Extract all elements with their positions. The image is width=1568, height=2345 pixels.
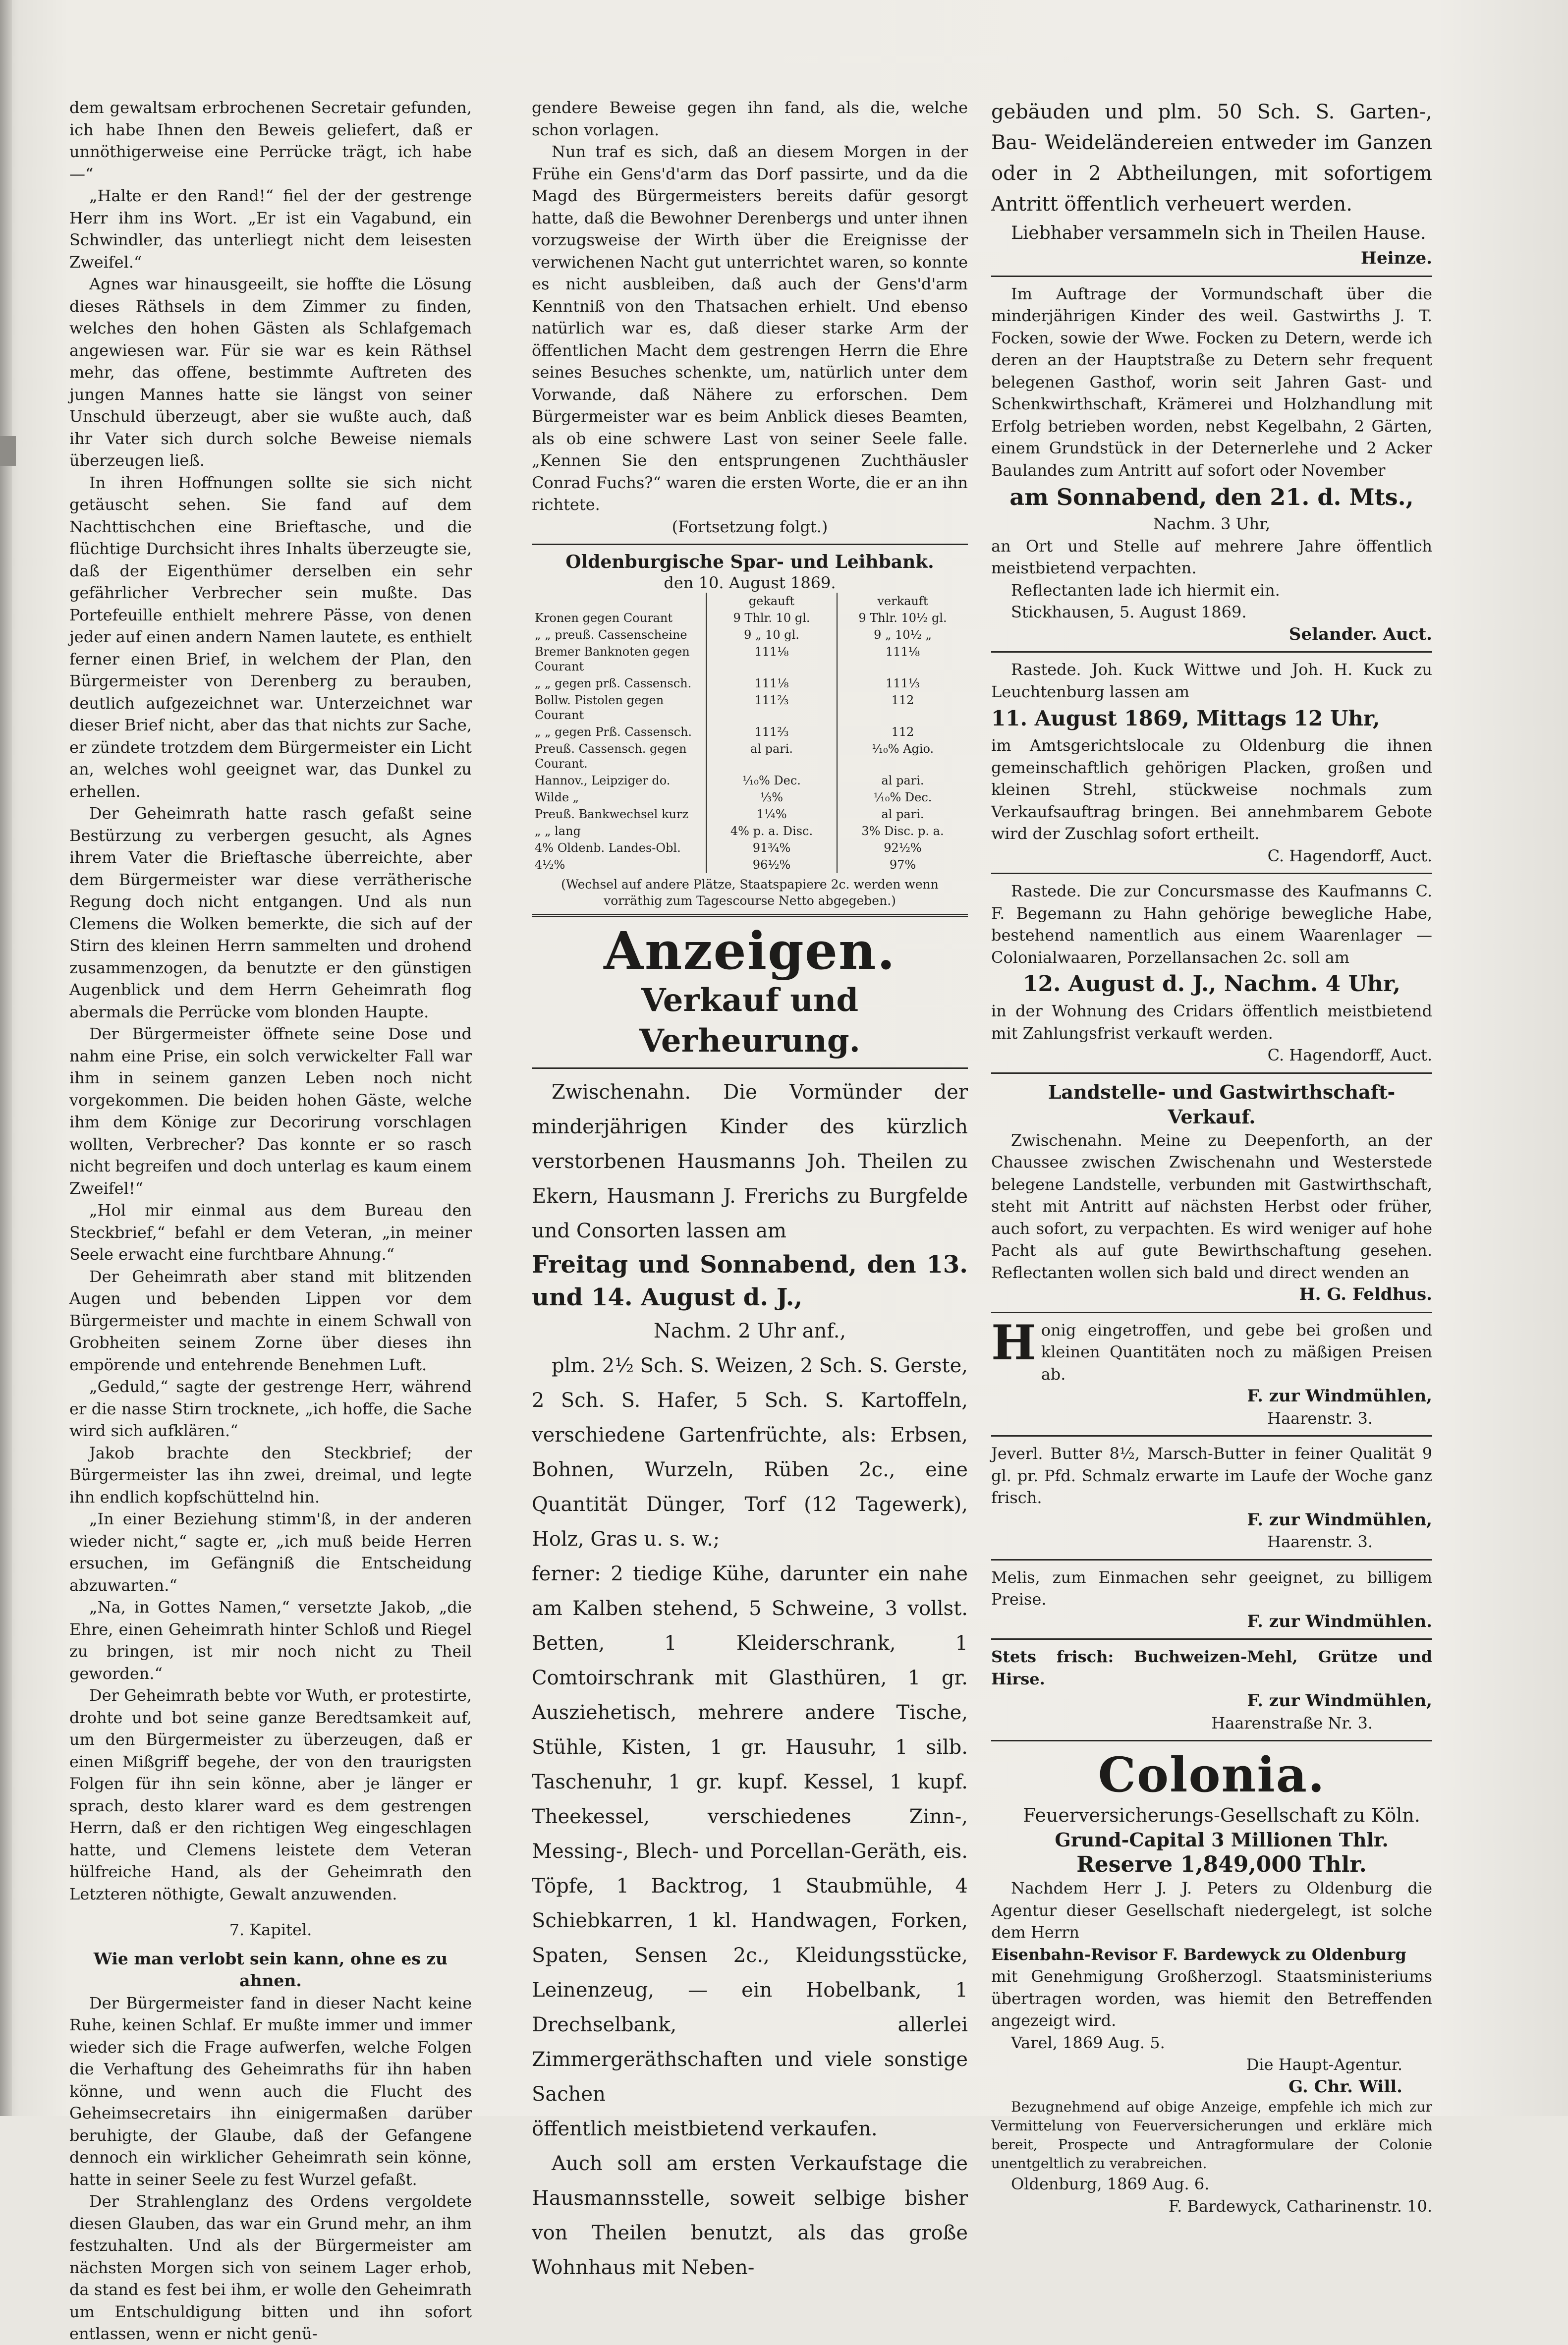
story-paragraph: In ihren Hoffnungen sollte sie sich nicht getäuscht sehen. Sie fand auf dem Nachttischchen eine Brieftasche, und die flüchtige Durchsicht ihres Inhalts überzeugte sie, daß der Eigenthümer derselben ein sehr gefährlicher Verbrecher sein mußte. Das Portefeuille enthielt mehrere Pässe, von denen jeder auf einen andern Namen lautete, es enthielt ferner einen Brief, in welchem der Plan, den Bürgermeister von Derenberg zu berauben, deutlich aufgezeichnet war. Unterzeichnet war dieser Brief nicht, aber das that nichts zur Sache, er zündete trotzdem dem Bürgermeister ein Licht an, welches wohl geeignet war, das Dunkel zu erhellen. — [69, 473, 472, 801]
table-row — [532, 823, 968, 839]
story-paragraph: Jakob brachte den Steckbrief; der Bürgermeister las ihn zwei, dreimal, und legte ihn endlich kopfschüttelnd hin. — [69, 1443, 472, 1507]
agency-label: Die Haupt-Agentur. — [1246, 2055, 1402, 2074]
table-cell: Bollw. Pistolen gegen Courant — [535, 693, 664, 722]
signature: Selander. Auct. — [1288, 624, 1432, 644]
table-cell: ¹⁄₁₀% Dec. — [837, 789, 968, 806]
table-cell: 9 „ 10 gl. — [706, 626, 837, 643]
divider — [991, 276, 1432, 277]
middle-column — [532, 97, 968, 2285]
table-row — [532, 724, 968, 740]
story-paragraph: Der Geheimrath bebte vor Wuth, er protestirte, drohte und bot seine ganze Beredtsamkeit auf, um den Bürgermeister zu überzeugen, daß er einen Mißgriff begehe, der von den traurigsten Folgen für ihn sein könne, aber je länger er sprach, desto klarer ward es dem gestrengen Herrn, daß er den richtigen Weg eingeschlagen hatte, und Clemens leistete dem Veteran hülfreiche Hand, als der Geheimrath den Letzteren nöthigte, Gewalt anzuwenden. — [69, 1686, 472, 1903]
ad-body: Stets frisch: Buchweizen-Mehl, Grütze und Hirse. — [991, 1647, 1432, 1688]
table-cell: 9 Thlr. 10 gl. — [706, 610, 837, 626]
signature: C. Hagendorff, Auct. — [1267, 1046, 1432, 1064]
story-paragraph: Der Strahlenglanz des Ordens vergoldete diesen Glauben, das war ein Grund mehr, an ihm festzuhalten. Und als der Bürgermeister am nächsten Morgen sich von seinem Lager erhob, da stand es fest bei ihm, er wolle den Geheimrath um Entschuldigung bitten und ihn sofort entlassen, wenn er nicht genü- — [69, 2192, 472, 2343]
chapter-number: 7. Kapitel. — [229, 1920, 312, 1939]
story-paragraph: Agnes war hinausgeeilt, sie hoffte die Lösung dieses Räthsels in dem Zimmer zu finden, welches den hohen Gästen als Schlafgemach angewiesen war. Für sie war es kein Räthsel mehr, das offene, bestimmte Auftreten des jungen Mannes hatte sie längst von seiner Unschuld überzeugt, aber sie wußte auch, daß ihr Vater sich durch solche Beweise niemals überzeugen ließ. — [69, 275, 472, 470]
table-cell: 111⅛ — [837, 643, 968, 675]
table-cell: 9 „ 10½ „ — [837, 626, 968, 643]
ad-body: Jeverl. Butter 8½, Marsch-Butter in feiner Qualität 9 gl. pr. Pfd. Schmalz erwarte im Laufe der Woche ganz frisch. — [991, 1444, 1432, 1507]
section-heading-anzeigen: Anzeigen. — [604, 920, 896, 981]
table-cell: al pari. — [706, 740, 837, 772]
ad-body: mit Genehmigung Großherzogl. Staatsministeriums übertragen worden, was hiemit den Betreffenden angezeigt wird. — [991, 1967, 1432, 2030]
table-cell: Preuß. Bankwechsel kurz — [535, 807, 689, 821]
divider — [532, 1067, 968, 1069]
table-row — [532, 740, 968, 772]
table-cell: ¹⁄₁₀% Agio. — [837, 740, 968, 772]
ad-body: Zwischenahn. Meine zu Deepenforth, an der Chaussee zwischen Zwischenahn und Westerstede belegene Landstelle, verbunden mit Gastwirthschaft, steht mit Antritt auf nächsten Herbst oder früher, auch sofort, zu verpachten. Es wird weniger auf hohe Pacht als auf gute Bewirthschaftung gesehen. Reflectanten wollen sich bald und direct wenden an — [991, 1130, 1432, 1282]
signature: F. zur Windmühlen, — [1247, 1509, 1432, 1530]
ad-body: an Ort und Stelle auf mehrere Jahre öffentlich meistbietend verpachten. — [991, 536, 1432, 577]
ad-body: Rastede. Joh. Kuck Wittwe und Joh. H. Kuck zu Leuchtenburg lassen am — [991, 660, 1432, 701]
table-cell: „ „ gegen Prß. Cassensch. — [535, 725, 692, 739]
ad-body: Bezugnehmend auf obige Anzeige, empfehle ich mich zur Vermittelung von Feuerversicherungen und erkläre mich bereit, Prospecte und Antragformulare der Colonie unentgeltlich zu verabreichen. — [991, 2099, 1432, 2172]
table-cell: 4½% — [535, 858, 565, 872]
signature: F. zur Windmühlen. — [1247, 1611, 1432, 1631]
table-cell: al pari. — [837, 806, 968, 823]
ad-body: Auch soll am ersten Verkaufstage die Hausmannsstelle, soweit selbige bisher von Theilen benutzt, als das große Wohnhaus mit Neben- — [532, 2152, 968, 2279]
divider — [991, 1072, 1432, 1074]
signature: G. Chr. Will. — [1288, 2076, 1402, 2097]
bank-date: den 10. August 1869. — [664, 573, 836, 592]
ad-body: onig eingetroffen, und gebe bei großen und kleinen Quantitäten noch zu mäßigen Preisen ab. — [1041, 1320, 1432, 1384]
table-cell: al pari. — [837, 772, 968, 789]
colonia-title: Colonia. — [1098, 1747, 1326, 1803]
ad-body: Rastede. Die zur Concursmasse des Kaufmanns C. F. Begemann zu Hahn gehörige bewegliche Habe, bestehend namentlich aus einem Waarenlager — Colonialwaaren, Porzellansachen 2c. soll am — [991, 882, 1432, 967]
table-cell: 9 Thlr. 10½ gl. — [837, 610, 968, 626]
signature: Heinze. — [1360, 248, 1432, 268]
table-cell: Wilde „ — [535, 790, 579, 804]
table-header: gekauft — [706, 593, 837, 610]
ad-intro: Zwischenahn. Die Vormünder der minderjährigen Kinder des kürzlich verstorbenen Hausmanns Joh. Theilen zu Ekern, Hausmann J. Frerichs zu Burgfelde und Consorten lassen am — [532, 1081, 968, 1242]
table-row — [532, 772, 968, 789]
exchange-rate-table — [532, 593, 968, 873]
story-paragraph: Der Bürgermeister fand in dieser Nacht keine Ruhe, keinen Schlaf. Er mußte immer und immer wieder sich die Frage aufwerfen, welche Folgen die Verhaftung des Geheimraths für ihn haben könne, und wenn auch die Flucht des Geheimsecretairs ihn einigermaßen darüber beruhigte, der Glaube, daß der Gefangene dennoch ein wirklicher Geheimrath sein könne, hatte in seiner Seele zu fest Wurzel gefaßt. — [69, 1993, 472, 2189]
ad-date: am Sonnabend, den 21. d. Mts., — [1009, 484, 1414, 510]
story-paragraph: „Geduld,“ sagte der gestrenge Herr, während er die nasse Stirn trocknete, „ich hoffe, die Sache wird sich aufklären.“ — [69, 1377, 472, 1440]
right-column — [991, 97, 1432, 2217]
table-cell: Kronen gegen Courant — [535, 611, 672, 625]
drop-cap: H — [991, 1319, 1036, 1371]
story-paragraph: „Halte er den Rand!“ fiel der der gestrenge Herr ihm ins Wort. „Er ist ein Vagabund, ein Schwindler, das unterliegt nicht dem leisesten Zweifel.“ — [69, 186, 472, 272]
table-cell: 111⅓ — [837, 675, 968, 692]
divider — [991, 1435, 1432, 1437]
table-row — [532, 856, 968, 873]
story-paragraph: Der Geheimrath aber stand mit blitzenden Augen und bebenden Lippen vor dem Bürgermeister und machte in einem Schwall von Grobheiten seinem Zorne über dieses ihn empörende und entehrende Benehmen Luft. — [69, 1267, 472, 1374]
table-row — [532, 789, 968, 806]
divider — [532, 544, 968, 545]
ad-place: Varel, 1869 Aug. 5. — [1011, 2033, 1165, 2052]
table-cell: „ „ gegen prß. Cassensch. — [535, 676, 692, 690]
table-cell: ⅓% — [706, 789, 837, 806]
table-cell: ¹⁄₁₀% Dec. — [706, 772, 837, 789]
table-header: verkauft — [837, 593, 968, 610]
table-cell: Preuß. Cassensch. gegen Courant. — [535, 742, 687, 771]
story-paragraph: gendere Beweise gegen ihn fand, als die, welche schon vorlagen. — [532, 98, 968, 139]
table-cell: „ „ lang — [535, 824, 581, 838]
ad-body: Reflectanten lade ich hiermit ein. — [1011, 580, 1280, 600]
address: Haarenstr. 3. — [1267, 1532, 1373, 1551]
story-paragraph: Der Bürgermeister öffnete seine Dose und nahm eine Prise, ein solch verwickelter Fall war ihm in seinem ganzen Leben noch nicht vorgekommen. Die beiden hohen Gäste, welche ihm dem Könige zur Decorirung vorschlagen wollten, Verbrecher? Das konnte er so rasch nicht begreifen und doch unterlag es kaum einem Zweifel!“ — [69, 1024, 472, 1198]
table-cell: 112 — [837, 692, 968, 724]
table-cell: 3% Disc. p. a. — [837, 823, 968, 839]
bank-title: Oldenburgische Spar- und Leihbank. — [565, 552, 934, 572]
ad-body: Melis, zum Einmachen sehr geeignet, zu billigem Preise. — [991, 1567, 1432, 1609]
address: Haarenstr. 3. — [1267, 1408, 1373, 1428]
table-row — [532, 610, 968, 626]
colonia-subtitle: Feuerversicherungs-Gesellschaft zu Köln. — [1023, 1804, 1420, 1826]
signature: F. zur Windmühlen, — [1247, 1691, 1432, 1711]
table-cell: Bremer Banknoten gegen Courant — [535, 645, 690, 673]
ad-body: Nachdem Herr J. J. Peters zu Oldenburg die Agentur dieser Gesellschaft niedergelegt, ist solche dem Herrn — [991, 1879, 1432, 1942]
ad-body: gebäuden und plm. 50 Sch. S. Garten-, Bau- Weideländereien entweder im Ganzen oder in 2 Abtheilungen, mit sofortigem Antritt öffentlich verheuert werden. — [991, 101, 1432, 216]
divider — [991, 873, 1432, 874]
ad-time: Nachm. 2 Uhr anf., — [653, 1320, 846, 1342]
table-cell: 111⅔ — [706, 724, 837, 740]
table-cell: 4% Oldenb. Landes-Obl. — [535, 841, 681, 855]
table-cell: „ „ preuß. Cassenscheine — [535, 628, 687, 642]
bank-note: (Wechsel auf andere Plätze, Staatspapiere 2c. werden wenn vorräthig zum Tagescourse Netto abgegeben.) — [561, 877, 939, 908]
signature: F. zur Windmühlen, — [1247, 1386, 1432, 1406]
table-header-row — [532, 593, 968, 610]
table-row — [532, 626, 968, 643]
table-cell: 111⅔ — [706, 692, 837, 724]
table-header — [532, 593, 706, 610]
table-cell: Hannov., Leipziger do. — [535, 774, 671, 787]
table-cell: 1¼% — [706, 806, 837, 823]
table-row — [532, 692, 968, 724]
ad-place: Stickhausen, 5. August 1869. — [1011, 603, 1247, 621]
story-paragraph: Nun traf es sich, daß an diesem Morgen in der Frühe ein Gens'd'arm das Dorf passirte, und da die Magd des Bürgermeisters bereits dafür gesorgt hatte, daß die Bewohner Derenbergs und unter ihnen vorzugsweise der Wirth über die Ereignisse der verwichenen Nacht gut unterrichtet waren, so konnte es nicht ausbleiben, daß auch der Gens'd'arm Kenntniß von den Thatsachen erhielt. Und ebenso natürlich war es, daß dieser starke Arm der öffentlichen Macht dem gestrengen Herrn die Ehre seines Besuches schenkte, um, natürlich unter dem Vorwande, daß Nähere zu erforschen. Dem Bürgermeister war es beim Anblick dieses Beamten, als ob eine schwere Last von seiner Seele falle. „Kennen Sie den entsprungenen Zuchthäusler Conrad Fuchs?“ waren die ersten Worte, die er an ihn richtete. — [532, 142, 968, 514]
chapter-title: Wie man verlobt sein kann, ohne es zu ahnen. — [93, 1949, 448, 1990]
address: Haarenstraße Nr. 3. — [1211, 1713, 1373, 1732]
continued-note: (Fortsetzung folgt.) — [672, 517, 828, 536]
left-column — [69, 97, 472, 2345]
ad-date: Freitag und Sonnabend, den 13. und 14. August d. J., — [532, 1251, 968, 1311]
story-paragraph: „Hol mir einmal aus dem Bureau den Steckbrief,“ befahl er dem Veteran, „in meiner Seele erwacht eine furchtbare Ahnung.“ — [69, 1201, 472, 1264]
signature: C. Hagendorff, Auct. — [1267, 846, 1432, 865]
page-binding-edge — [0, 0, 12, 2116]
ad-date: 12. August d. J., Nachm. 4 Uhr, — [1022, 971, 1401, 997]
table-row — [532, 643, 968, 675]
ad-body: Im Auftrage der Vormundschaft über die minderjährigen Kinder des weil. Gastwirths J. T. Focken, sowie der Wwe. Focken zu Detern, werde ich deren an der Hauptstraße zu Detern sehr frequent belegenen Gasthof, worin seit Jahren Gast- und Schenkwirthschaft, Krämerei und Holzhandlung mit Erfolg betrieben worden, nebst Kegelbahn, 2 Gärten, einem Grundstück in der Deternerlehe und 2 Acker Baulandes zum Antritt auf sofort oder November — [991, 284, 1432, 480]
table-row — [532, 806, 968, 823]
agent-name: Eisenbahn-Revisor F. Bardewyck zu Oldenburg — [991, 1945, 1406, 1964]
binding-mark — [0, 436, 16, 466]
signature: H. G. Feldhus. — [1299, 1284, 1432, 1304]
story-paragraph: „Na, in Gottes Namen,“ versetzte Jakob, „die Ehre, einen Geheimrath hinter Schloß und Riegel zu bringen, ist mir noch nicht zu Theil geworden.“ — [69, 1598, 472, 1683]
story-paragraph: „In einer Beziehung stimm'ß, in der anderen wieder nicht,“ sagte er, „ich muß beide Herren ersuchen, im Gefängniß die Entscheidung abzuwarten.“ — [69, 1509, 472, 1595]
divider — [991, 1740, 1432, 1741]
ad-heading: Landstelle- und Gastwirthschaft-Verkauf. — [1048, 1080, 1396, 1128]
ad-place: Oldenburg, 1869 Aug. 6. — [1011, 2175, 1210, 2193]
table-row — [532, 839, 968, 856]
story-paragraph: Der Geheimrath hatte rasch gefaßt seine Bestürzung zu verbergen gesucht, als Agnes ihrem Vater die Brieftasche überreichte, aber dem Bürgermeister war diese verrätherische Regung doch nicht entgangen. Und als nun Clemens die Wolken bemerkte, die sich auf der Stirn des kleinen Herrn sammelten und drohend zusammenzogen, da benutzte er den günstigen Augenblick und dem Herrn Geheimrath flog abermals die Perrücke vom blonden Haupte. — [69, 804, 472, 1021]
divider — [991, 651, 1432, 653]
table-cell: 92½% — [837, 839, 968, 856]
table-cell: 96½% — [706, 856, 837, 873]
ad-body: plm. 2½ Sch. S. Weizen, 2 Sch. S. Gerste, 2 Sch. S. Hafer, 5 Sch. S. Kartoffeln, verschiedene Gartenfrüchte, als: Erbsen, Bohnen, Wurzeln, Rüben 2c., eine Quantität Dünger, Torf (12 Tagewerk), Holz, Gras u. s. w.; — [532, 1354, 968, 1551]
table-cell: 91¾% — [706, 839, 837, 856]
divider — [991, 1638, 1432, 1640]
ad-body: Liebhaber versammeln sich in Theilen Hause. — [1011, 223, 1426, 243]
ad-time: Nachm. 3 Uhr, — [1153, 514, 1271, 533]
divider — [991, 1559, 1432, 1561]
table-row — [532, 675, 968, 692]
ad-body: im Amtsgerichtslocale zu Oldenburg die ihnen gemeinschaftlich gehörigen Placken, großen und kleinen Strehl, stückweise nochmals zum Verkaufsauftrag bringen. Bei annehmbarem Gebote wird der Zuschlag sofort ertheilt. — [991, 736, 1432, 843]
ad-date: 11. August 1869, Mittags 12 Uhr, — [991, 706, 1380, 730]
table-cell: 97% — [837, 856, 968, 873]
table-cell: 111⅛ — [706, 643, 837, 675]
divider — [532, 914, 968, 917]
ad-body: in der Wohnung des Cridars öffentlich meistbietend mit Zahlungsfrist verkauft werden. — [991, 1002, 1432, 1043]
ad-body: ferner: 2 tiedige Kühe, darunter ein nahe am Kalben stehend, 5 Schweine, 3 vollst. Betten, 1 Kleiderschrank, 1 Comtoirschrank mit Glasthüren, 1 gr. Ausziehetisch, mehrere andere Tische, Stühle, Kisten, 1 gr. Hausuhr, 1 silb. Taschenuhr, 1 gr. kupf. Kessel, 1 kupf. Theekessel, verschiedenes Zinn-, Messing-, Blech- und Porcellan-Geräth, eis. Töpfe, 1 Backtrog, 1 Staubmühle, 4 Schiebkarren, 1 kl. Handwagen, Forken, Spaten, Sensen 2c., Kleidungsstücke, Leinenzeug, — ein Hobelbank, 1 Drechselbank, allerlei Zimmergeräthschaften und viele sonstige Sachen — [532, 1563, 968, 2106]
section-subheading-verkauf: Verkauf und Verheurung. — [639, 982, 860, 1060]
honey-ad — [991, 1319, 1432, 1386]
table-cell: 4% p. a. Disc. — [706, 823, 837, 839]
table-cell: 112 — [837, 724, 968, 740]
ad-body: öffentlich meistbietend verkaufen. — [532, 2118, 878, 2140]
colonia-capital: Grund-Capital 3 Millionen Thlr. — [1055, 1829, 1389, 1851]
colonia-reserve: Reserve 1,849,000 Thlr. — [1076, 1852, 1367, 1877]
table-cell: 111⅛ — [706, 675, 837, 692]
divider — [991, 1312, 1432, 1313]
signature: F. Bardewyck, Catharinenstr. 10. — [1168, 2196, 1432, 2216]
story-paragraph: dem gewaltsam erbrochenen Secretair gefunden, ich habe Ihnen den Beweis geliefert, daß er unnöthigerweise eine Perrücke trägt, ich habe —“ — [69, 98, 472, 183]
